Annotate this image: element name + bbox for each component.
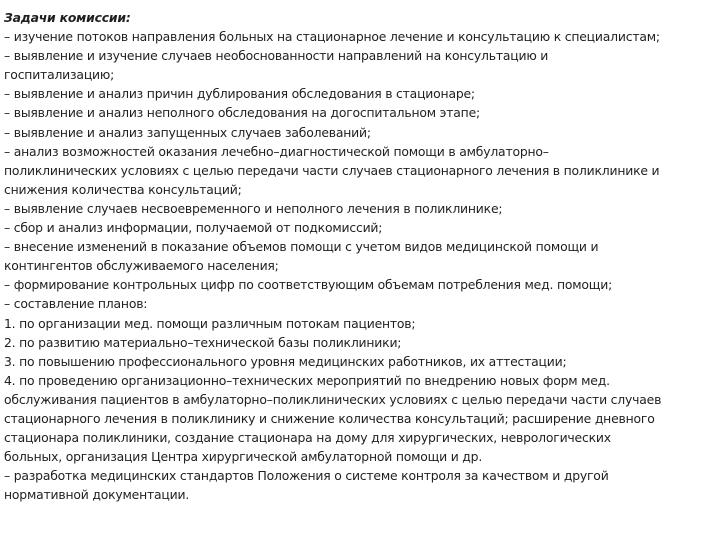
text-line: – анализ возможностей оказания лечебно–диагностической помощи в амбулаторно– — [4, 143, 549, 159]
text-line: – выявление случаев несвоевременного и неполного лечения в поликлинике; — [4, 200, 503, 216]
text-line: – выявление и анализ причин дублирования обследования в стационаре; — [4, 86, 475, 102]
text-line: – выявление и анализ неполного обследования на догоспитальном этапе; — [4, 105, 480, 121]
text-line: – разработка медицинских стандартов Положения о системе контроля за качеством и другой — [4, 468, 609, 484]
list-item: 4. по проведению организационно–технических мероприятий по внедрению новых форм мед. — [4, 372, 610, 388]
text-line: стационарного лечения в поликлинику и снижение количества консультаций; расширение дневного — [4, 410, 655, 426]
text-line: – составление планов: — [4, 296, 148, 312]
text-line: обслуживания пациентов в амбулаторно–поликлинических условиях с целью передачи части случаев — [4, 391, 662, 407]
document-title: Задачи комиссии: — [4, 10, 131, 25]
list-item: 3. по повышению профессионального уровня медицинских работников, их аттестации; — [4, 353, 567, 369]
text-line: госпитализацию; — [4, 67, 115, 83]
list-item: 2. по развитию материально–технической базы поликлиники; — [4, 334, 402, 350]
list-item: 1. по организации мед. помощи различным потокам пациентов; — [4, 315, 416, 331]
document-body — [4, 8, 716, 504]
text-line: нормативной документации. — [4, 487, 190, 503]
text-line: контингентов обслуживаемого населения; — [4, 258, 279, 274]
text-line: – сбор и анализ информации, получаемой от подкомиссий; — [4, 220, 383, 236]
text-line: стационара поликлиники, создание стационара на дому для хирургических, неврологических — [4, 430, 611, 446]
text-line: – формирование контрольных цифр по соответствующим объемам потребления мед. помощи; — [4, 277, 613, 293]
text-line: – выявление и анализ запущенных случаев заболеваний; — [4, 124, 371, 140]
text-line: больных, организация Центра хирургической амбулаторной помощи и др. — [4, 449, 483, 465]
text-line: – внесение изменений в показание объемов помощи с учетом видов медицинской помощи и — [4, 239, 599, 255]
text-line: – изучение потоков направления больных на стационарное лечение и консультацию к специалистам; — [4, 29, 660, 45]
text-line: поликлинических условиях с целью передачи части случаев стационарного лечения в поликлинике и — [4, 162, 660, 178]
text-line: снижения количества консультаций; — [4, 181, 242, 197]
text-line: – выявление и изучение случаев необоснованности направлений на консультацию и — [4, 48, 549, 64]
